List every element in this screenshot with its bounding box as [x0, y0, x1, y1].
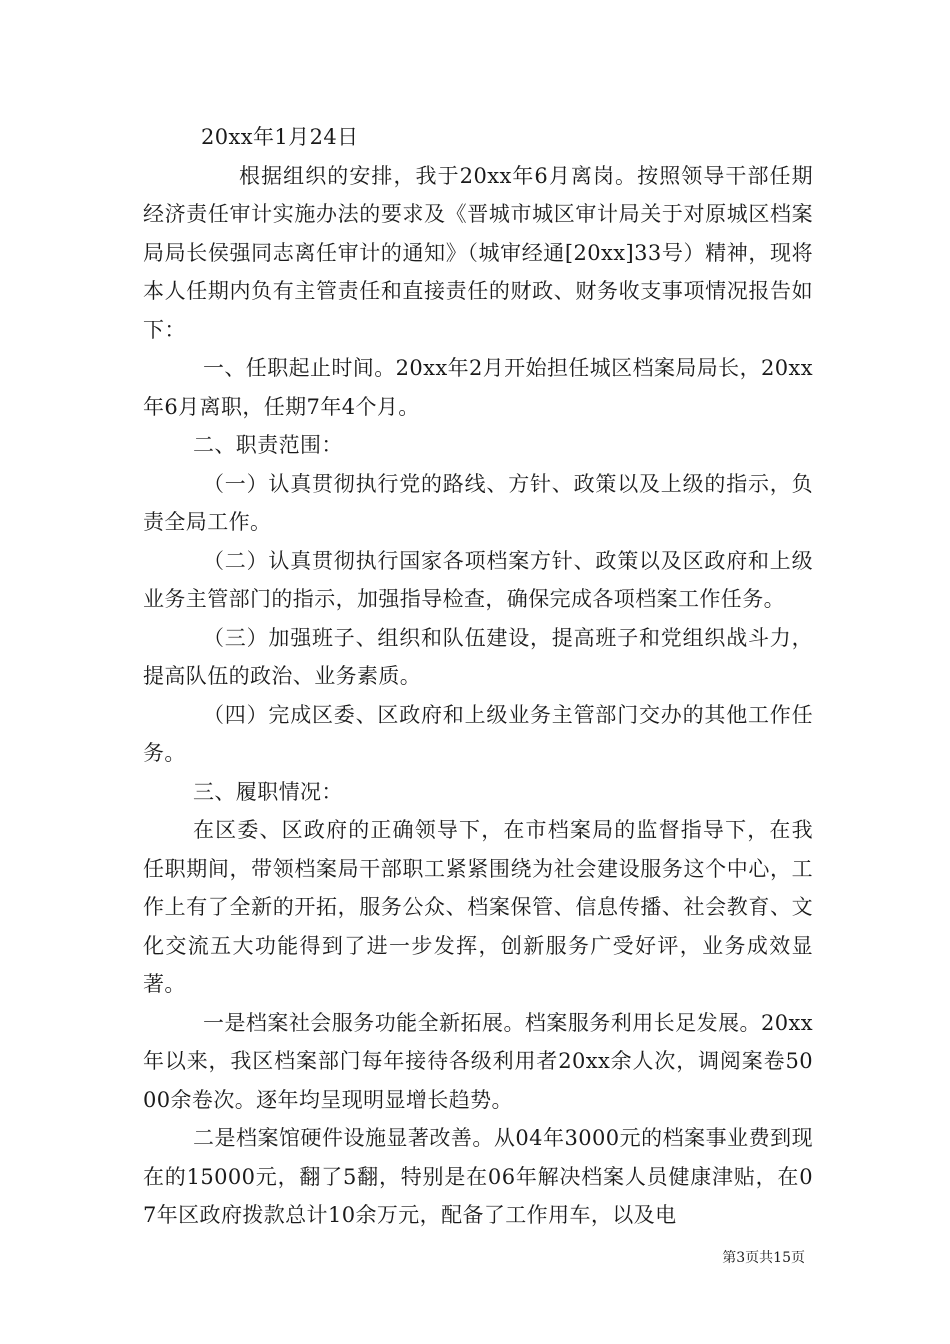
duty-item-2: （二）认真贯彻执行国家各项档案方针、政策以及区政府和上级业务主管部门的指示，加强指导检查，确保完成各项档案工作任务。 — [143, 548, 813, 611]
intro-paragraph: 根据组织的安排，我于20xx年6月离岗。按照领导干部任期经济责任审计实施办法的要求及《晋城市城区审计局关于对原城区档案局局长侯强同志离任审计的通知》（城审经通[20xx]33号）精神，现将本人任期内负有主管责任和直接责任的财政、财务收支事项情况报告如下： — [143, 163, 813, 342]
document-date: 20xx年1月24日 — [201, 125, 359, 149]
duty-item-1: （一）认真贯彻执行党的路线、方针、政策以及上级的指示，负责全局工作。 — [143, 471, 813, 534]
performance-point-2: 二是档案馆硬件设施显著改善。从04年3000元的档案事业费到现在的15000元，翻了5翻，特别是在06年解决档案人员健康津贴，在07年区政府拨款总计10余万元，配备了工作用车，以及电 — [143, 1126, 813, 1227]
page-number-footer: 第3页共15页 — [722, 1250, 805, 1266]
performance-overview-paragraph: 在区委、区政府的正确领导下，在市档案局的监督指导下，在我任职期间，带领档案局干部职工紧紧围绕为社会建设服务这个中心，工作上有了全新的开拓，服务公众、档案保管、信息传播、社会教育、文化交流五大功能得到了进一步发挥，创新服务广受好评，业务成效显著。 — [143, 818, 813, 996]
performance-point-1: 一是档案社会服务功能全新拓展。档案服务利用长足发展。20xx年以来，我区档案部门每年接待各级利用者20xx余人次，调阅案卷5000余卷次。逐年均呈现明显增长趋势。 — [143, 1010, 813, 1112]
duty-item-4: （四）完成区委、区政府和上级业务主管部门交办的其他工作任务。 — [143, 702, 813, 765]
section-heading-performance: 三、履职情况： — [193, 779, 343, 804]
duty-item-3: （三）加强班子、组织和队伍建设，提高班子和党组织战斗力，提高队伍的政治、业务素质。 — [143, 625, 813, 688]
section-heading-duties: 二、职责范围： — [193, 433, 343, 457]
document-body — [143, 118, 813, 1235]
section-term-of-office: 一、任职起止时间。20xx年2月开始担任城区档案局局长，20xx年6月离职，任期7年4个月。 — [143, 356, 813, 419]
